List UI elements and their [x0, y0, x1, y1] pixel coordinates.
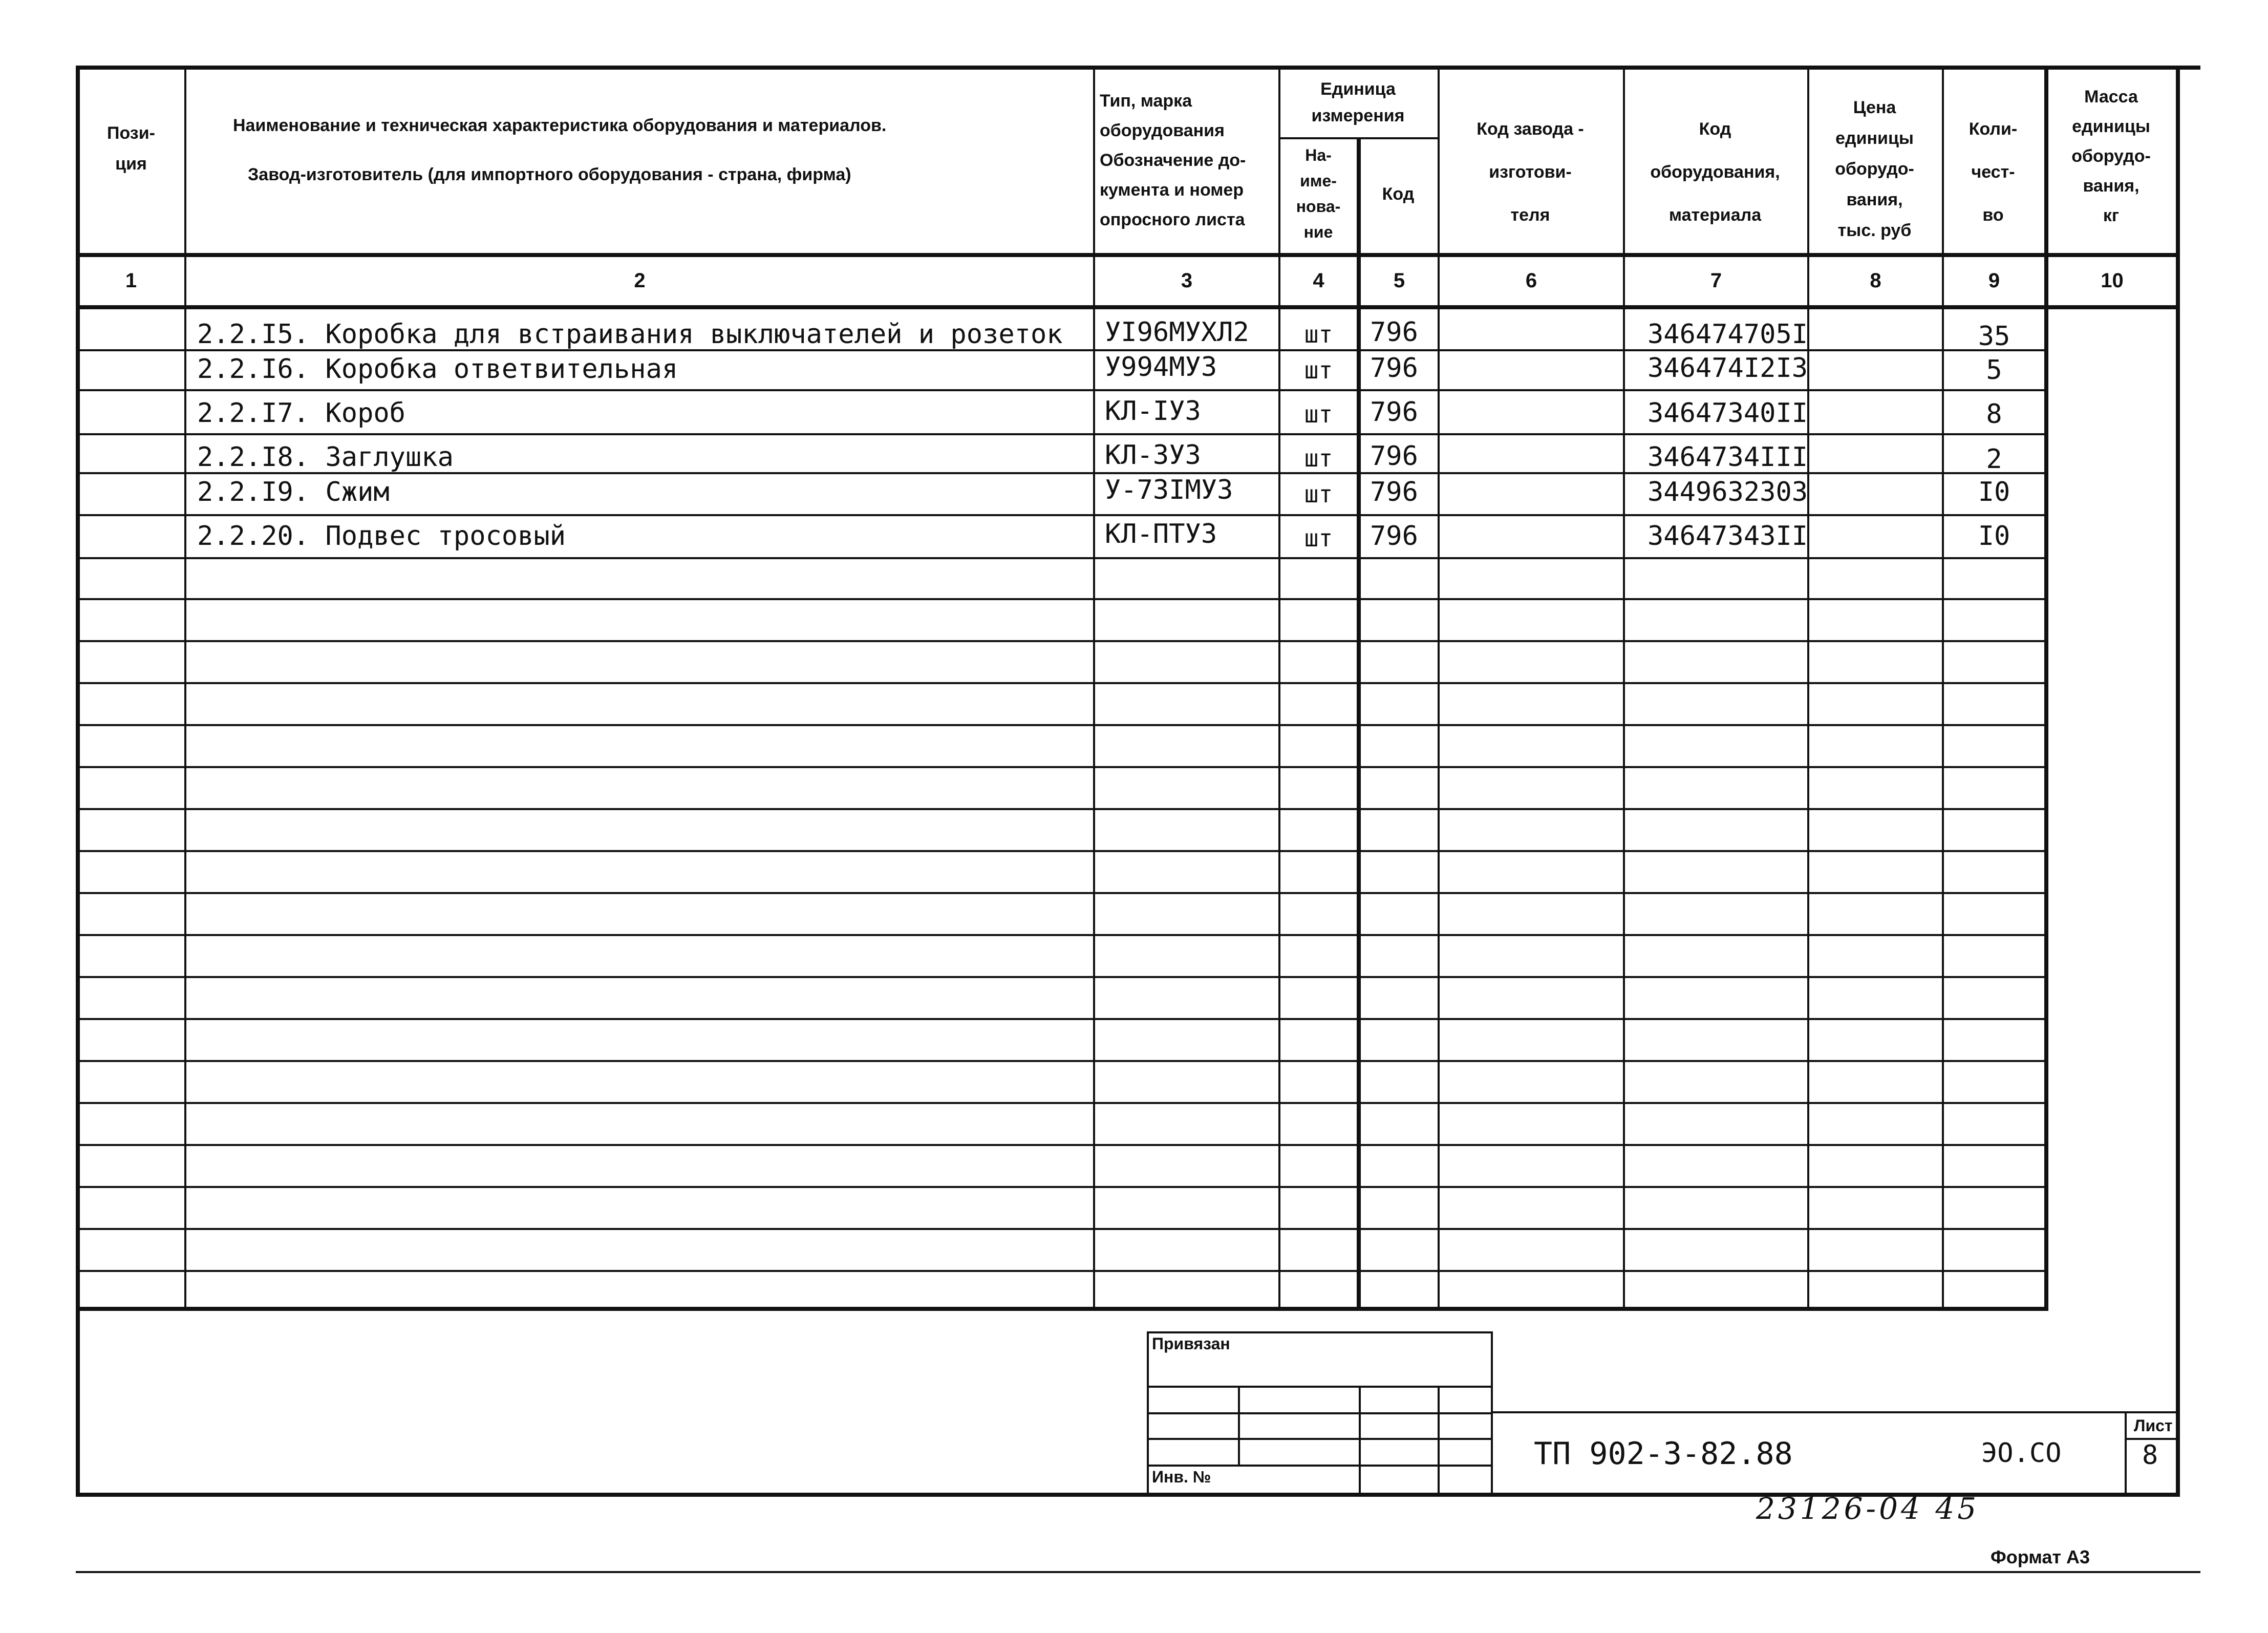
row-2-type: У994МУ3	[1105, 352, 1217, 383]
colnum-6: 6	[1525, 269, 1537, 292]
row-3-unit: шт	[1304, 400, 1333, 428]
row-4-name: 2.2.I8. Заглушка	[197, 442, 454, 473]
header-position: Пози- ция	[107, 123, 155, 174]
row-2-name: 2.2.I6. Коробка ответвительная	[197, 354, 678, 385]
row-2-unit: шт	[1304, 356, 1333, 384]
frame-top	[76, 66, 2200, 70]
col-line-8	[1942, 66, 1944, 1310]
header-name-line1: Наименование и техническая характеристика оборудования и материалов.	[233, 116, 887, 135]
row-1-material-code: 346474705I	[1647, 319, 1808, 350]
row-5-type: У-73IМУ3	[1105, 475, 1233, 505]
row-5-name: 2.2.I9. Сжим	[197, 477, 390, 507]
sheet-box-left	[2125, 1411, 2127, 1495]
row-3-name: 2.2.I7. Короб	[197, 398, 405, 429]
sheet-label: Лист	[2134, 1416, 2173, 1435]
row-line	[76, 1270, 2048, 1272]
table-bottom-line	[76, 1307, 2048, 1311]
row-2-material-code: 346474I2I3	[1647, 353, 1808, 384]
col-line-5	[1438, 66, 1440, 1310]
row-6-name: 2.2.20. Подвес тросовый	[197, 521, 566, 552]
format-label: Формат А3	[1991, 1546, 2090, 1567]
colnum-7: 7	[1710, 269, 1722, 292]
row-1-name: 2.2.I5. Коробка для встраивания выключателей и розеток	[197, 319, 1063, 350]
row-line	[76, 976, 2048, 978]
frame-right	[2176, 66, 2180, 1497]
header-type: Тип, марка оборудования Обозначение до- кумента и номер опросного листа	[1100, 91, 1246, 229]
row-4-material-code: 3464734III	[1647, 442, 1808, 473]
unit-group-divider	[1278, 137, 1438, 139]
row-5-unit-code: 796	[1370, 477, 1418, 507]
document-code: ТП 902-3-82.88	[1534, 1436, 1793, 1472]
colnum-8: 8	[1870, 269, 1881, 292]
row-5-unit: шт	[1304, 480, 1333, 508]
colnum-4: 4	[1313, 269, 1324, 292]
row-line	[76, 682, 2048, 684]
stamp-col-line	[1359, 1386, 1361, 1495]
row-4-type: КЛ-3У3	[1105, 440, 1201, 471]
header-name-line2: Завод-изготовитель (для импортного оборудования - страна, фирма)	[248, 165, 851, 184]
colnum-5: 5	[1393, 269, 1405, 292]
row-line	[76, 557, 2048, 559]
row-4-unit-code: 796	[1370, 441, 1418, 472]
row-line	[76, 934, 2048, 936]
header-unit-code: Код	[1382, 184, 1415, 204]
stamp-row-line	[1147, 1412, 1493, 1414]
row-3-material-code: 34647340II	[1647, 398, 1808, 429]
row-1-type: УI96МУХЛ2	[1105, 317, 1249, 348]
stamp-bound-label: Привязан	[1152, 1334, 1230, 1353]
stamp-top	[1147, 1331, 1493, 1333]
row-line	[76, 766, 2048, 768]
colnum-bottom-line	[76, 305, 2180, 309]
row-2-unit-code: 796	[1370, 353, 1418, 384]
row-3-unit-code: 796	[1370, 397, 1418, 428]
row-1-unit-code: 796	[1370, 317, 1418, 348]
row-3-qty: 8	[1986, 399, 2002, 430]
header-mass: Масса единицы оборудо- вания, кг	[2071, 87, 2151, 225]
row-line	[76, 1186, 2048, 1188]
stamp-col-line	[1238, 1386, 1240, 1465]
header-quantity: Коли- чест- во	[1969, 119, 2018, 225]
col-line-6	[1623, 66, 1625, 1310]
sheet-number: 8	[2142, 1440, 2158, 1471]
col-line-1	[184, 66, 186, 1310]
row-line	[76, 1228, 2048, 1230]
header-factory-code: Код завода - изготови- теля	[1477, 119, 1584, 225]
row-line	[76, 514, 2048, 516]
col-line-3	[1278, 66, 1280, 1310]
col-line-7	[1807, 66, 1809, 1310]
row-1-unit: шт	[1304, 321, 1333, 348]
row-line	[76, 598, 2048, 600]
col-line-9	[2044, 66, 2048, 1310]
row-1-qty: 35	[1978, 321, 2010, 352]
row-line	[76, 850, 2048, 852]
stamp-row-line	[1147, 1438, 1493, 1440]
header-price: Цена единицы оборудо- вания, тыс. руб	[1835, 98, 1914, 240]
col-line-2	[1093, 66, 1095, 1310]
row-6-unit-code: 796	[1370, 521, 1418, 552]
row-6-type: КЛ-ПТУ3	[1105, 519, 1217, 549]
row-5-material-code: 3449632303	[1647, 477, 1808, 507]
row-line	[76, 640, 2048, 642]
row-line	[76, 808, 2048, 810]
row-line	[76, 1144, 2048, 1146]
row-4-unit: шт	[1304, 444, 1333, 472]
stamp-col-line	[1438, 1386, 1440, 1495]
row-line	[76, 1018, 2048, 1020]
section-code: ЭО.СО	[1981, 1438, 2062, 1469]
row-6-qty: I0	[1978, 521, 2010, 552]
colnum-1: 1	[125, 269, 137, 292]
row-3-type: КЛ-IУ3	[1105, 396, 1201, 427]
header-unit-name: На- име- нова- ние	[1296, 146, 1341, 241]
format-line	[76, 1571, 2200, 1573]
row-line	[76, 724, 2048, 726]
row-line	[76, 389, 2048, 391]
colnum-2: 2	[634, 269, 646, 292]
handwritten-inventory-number: 23126-04 45	[1756, 1491, 1980, 1526]
row-6-material-code: 34647343II	[1647, 521, 1808, 552]
col-line-4	[1357, 137, 1361, 1310]
row-line	[76, 433, 2048, 435]
header-unit-group: Единица измерения	[1311, 79, 1405, 125]
stamp-inv-label: Инв. №	[1152, 1468, 1211, 1486]
colnum-3: 3	[1181, 269, 1193, 292]
title-row-top	[1491, 1411, 2180, 1413]
row-2-qty: 5	[1986, 355, 2002, 386]
row-6-unit: шт	[1304, 524, 1333, 552]
row-line	[76, 1060, 2048, 1062]
row-5-qty: I0	[1978, 477, 2010, 507]
row-4-qty: 2	[1986, 444, 2002, 475]
header-bottom-line	[76, 253, 2180, 257]
stamp-row-line	[1147, 1386, 1493, 1388]
stamp-row-line	[1147, 1465, 1493, 1467]
colnum-10: 10	[2101, 269, 2124, 292]
header-material-code: Код оборудования, материала	[1650, 119, 1780, 225]
row-line	[76, 892, 2048, 894]
colnum-9: 9	[1988, 269, 2000, 292]
row-line	[76, 1102, 2048, 1104]
